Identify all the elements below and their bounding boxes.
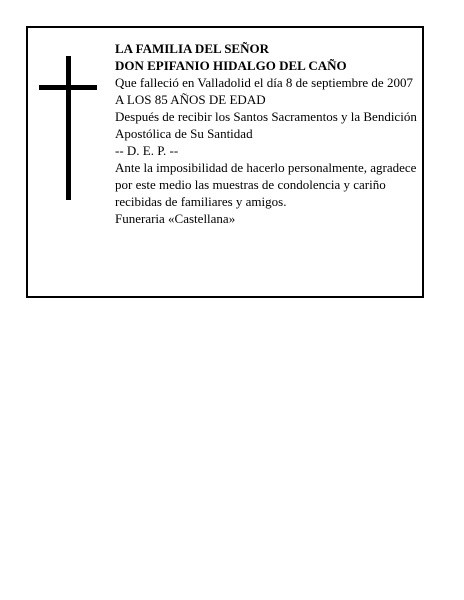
funeral-home: Funeraria «Castellana» [115, 211, 236, 226]
cross-icon-horizontal-bar [39, 85, 97, 90]
family-heading: LA FAMILIA DEL SEÑOR [115, 41, 269, 56]
notice-text [115, 40, 417, 227]
cross-icon-vertical-bar [66, 56, 71, 200]
rip-line: -- D. E. P. -- [115, 143, 179, 158]
sacraments-info: Después de recibir los Santos Sacramentos y la Bendición Apostólica de Su Santidad [115, 109, 417, 141]
age-info: A LOS 85 AÑOS DE EDAD [115, 92, 266, 107]
deceased-name: DON EPIFANIO HIDALGO DEL CAÑO [115, 58, 347, 73]
obituary-notice [26, 26, 424, 298]
death-info: Que falleció en Valladolid el día 8 de septiembre de 2007 [115, 75, 413, 90]
gratitude-message: Ante la imposibilidad de hacerlo personalmente, agradece por este medio las muestras de condolencia y cariño recibidas de familiares y amigos. [115, 160, 417, 209]
